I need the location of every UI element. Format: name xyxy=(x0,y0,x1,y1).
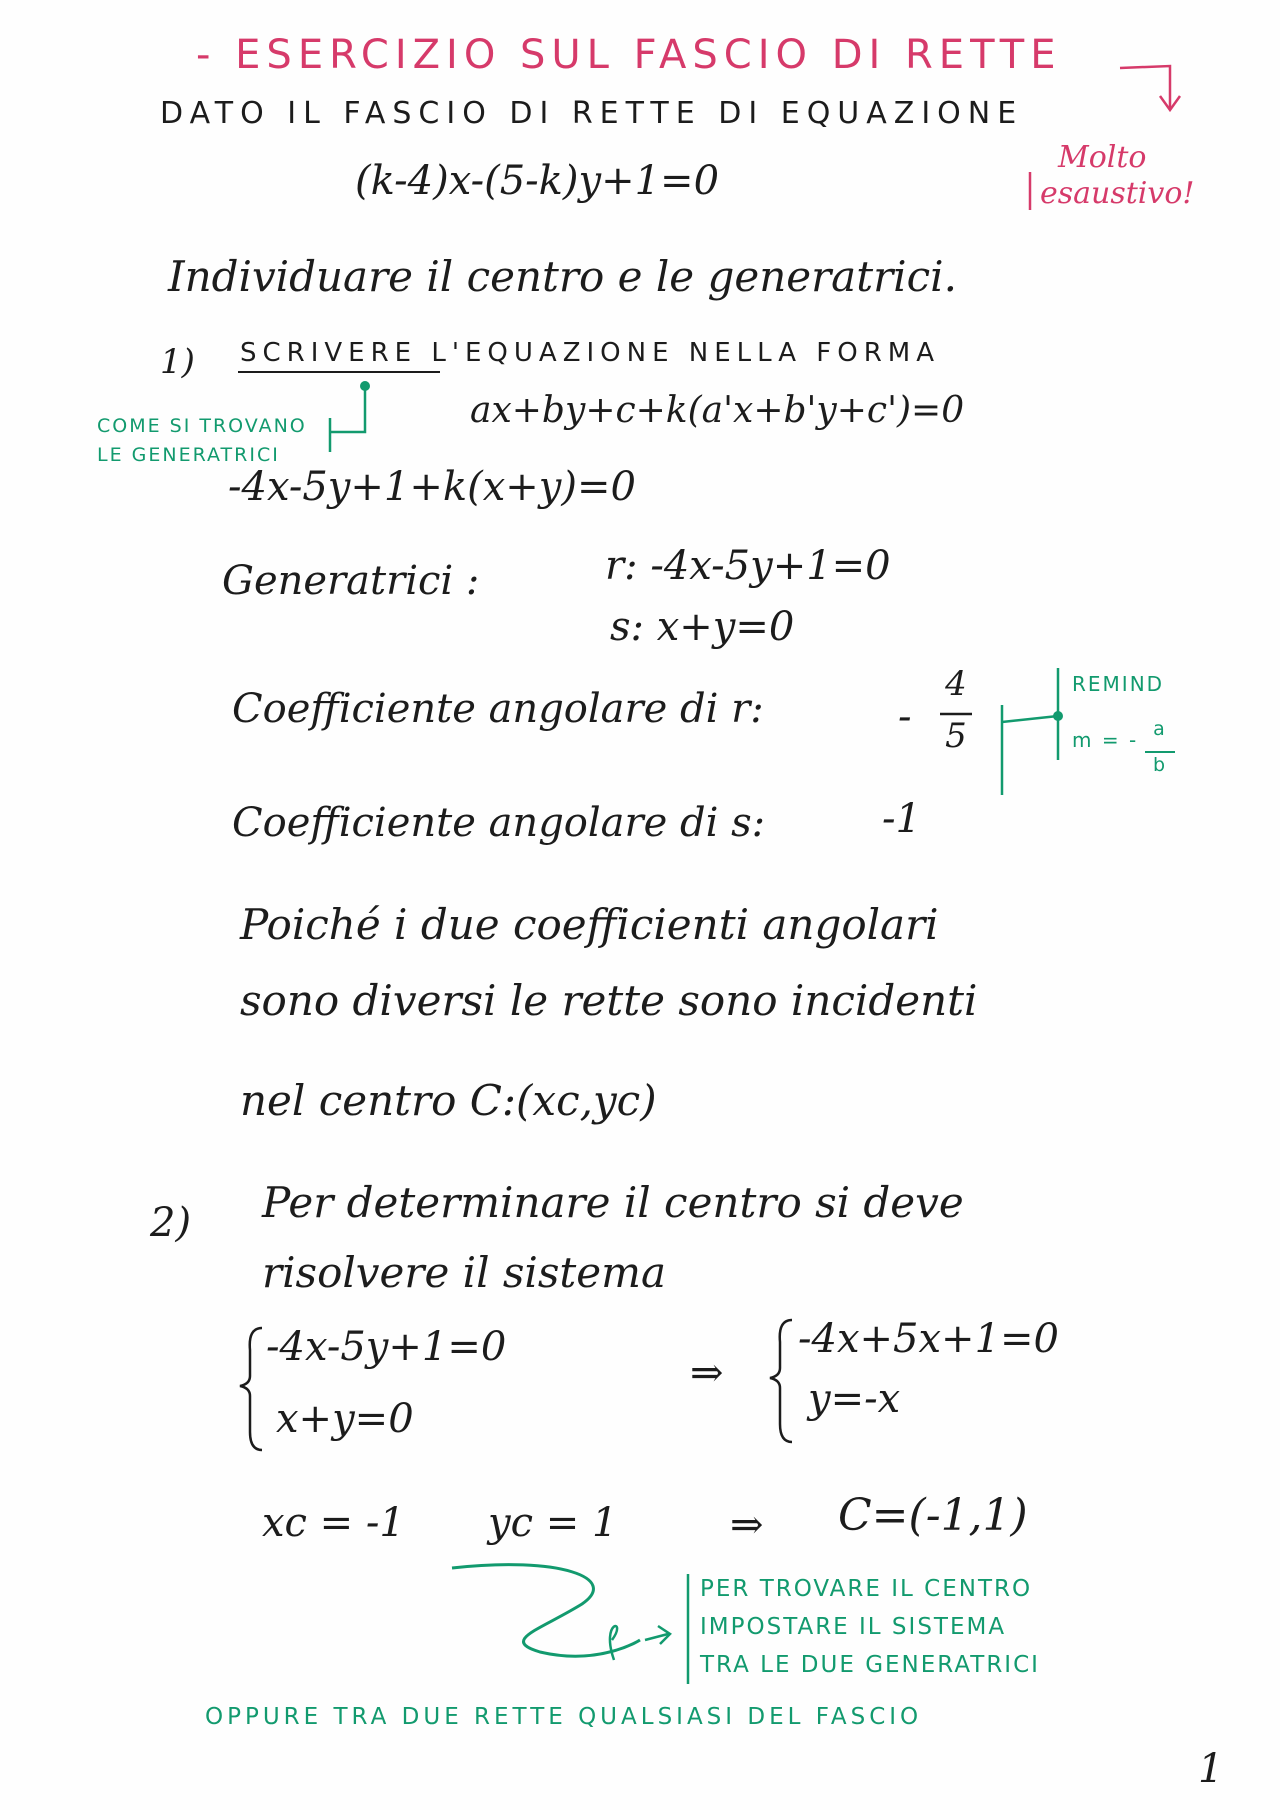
generators-label: Generatrici : xyxy=(222,558,480,604)
generator-s: s: x+y=0 xyxy=(610,604,795,650)
connector-dot xyxy=(360,381,370,391)
remind-formula: m = - xyxy=(1072,728,1139,752)
remind-title: REMIND xyxy=(1072,672,1165,696)
system2-equation-1: -4x+5x+1=0 xyxy=(798,1316,1059,1362)
generators-note-line-1: COME SI TROVANO xyxy=(97,415,307,437)
given-heading: DATO IL FASCIO DI RETTE DI EQUAZIONE xyxy=(160,96,1024,131)
generator-r: r: -4x-5y+1=0 xyxy=(605,543,891,589)
reason-line-3: nel centro C:(xc,yc) xyxy=(240,1076,657,1125)
generators-note-connector xyxy=(330,385,365,432)
step1-number: 1) xyxy=(160,342,195,382)
reason-line-1: Poiché i due coefficienti angolari xyxy=(240,900,939,949)
step1-heading: SCRIVERE L'EQUAZIONE NELLA FORMA xyxy=(240,338,940,368)
slope-r-numerator: 4 xyxy=(945,664,967,704)
slope-r-label: Coefficiente angolare di r: xyxy=(232,686,764,732)
step2-line-2: risolvere il sistema xyxy=(262,1248,667,1297)
slope-r-denominator: 5 xyxy=(945,716,967,756)
slope-r-sign: - xyxy=(898,694,912,740)
system1-equation-1: -4x-5y+1=0 xyxy=(266,1324,507,1370)
remind-numerator: a xyxy=(1153,718,1167,740)
system1-brace xyxy=(240,1328,262,1450)
step2-number: 2) xyxy=(150,1200,192,1246)
bundle-equation: (k-4)x-(5-k)y+1=0 xyxy=(355,158,720,204)
implies-arrow: ⇒ xyxy=(690,1350,724,1396)
center-result: C=(-1,1) xyxy=(838,1490,1028,1541)
system1-equation-2: x+y=0 xyxy=(276,1396,414,1442)
page-number: 1 xyxy=(1198,1746,1224,1792)
remind-connector xyxy=(1002,716,1058,722)
center-note-line-2: IMPOSTARE IL SISTEMA xyxy=(700,1614,1007,1640)
system2-equation-2: y=-x xyxy=(808,1376,901,1422)
generators-note-line-2: LE GENERATRICI xyxy=(97,444,280,466)
center-y: yc = 1 xyxy=(488,1500,618,1546)
general-form: ax+by+c+k(a'x+b'y+c')=0 xyxy=(470,390,965,431)
remind-dot xyxy=(1053,711,1063,721)
squiggle-loop xyxy=(610,1626,617,1660)
step2-line-1: Per determinare il centro si deve xyxy=(262,1178,964,1227)
rewritten-equation: -4x-5y+1+k(x+y)=0 xyxy=(228,464,636,510)
comment-line-1: Molto xyxy=(1058,140,1147,175)
task-statement: Individuare il centro e le generatrici. xyxy=(168,252,957,301)
result-arrow: ⇒ xyxy=(730,1502,764,1548)
exercise-title: - ESERCIZIO SUL FASCIO DI RETTE xyxy=(196,32,1062,78)
remind-denominator: b xyxy=(1152,754,1168,776)
slope-s-label: Coefficiente angolare di s: xyxy=(232,800,766,846)
title-comment-arrow xyxy=(1120,66,1170,108)
center-note-line-1: PER TROVARE IL CENTRO xyxy=(700,1576,1033,1602)
center-x: xc = -1 xyxy=(262,1500,405,1546)
center-note-squiggle xyxy=(452,1565,640,1657)
center-note-line-3: TRA LE DUE GENERATRICI xyxy=(700,1652,1040,1678)
slope-s-value: -1 xyxy=(882,796,921,842)
alternative-note: OPPURE TRA DUE RETTE QUALSIASI DEL FASCIO xyxy=(205,1704,923,1730)
comment-line-2: esaustivo! xyxy=(1040,176,1195,211)
reason-line-2: sono diversi le rette sono incidenti xyxy=(240,976,978,1025)
system2-brace xyxy=(770,1320,792,1442)
